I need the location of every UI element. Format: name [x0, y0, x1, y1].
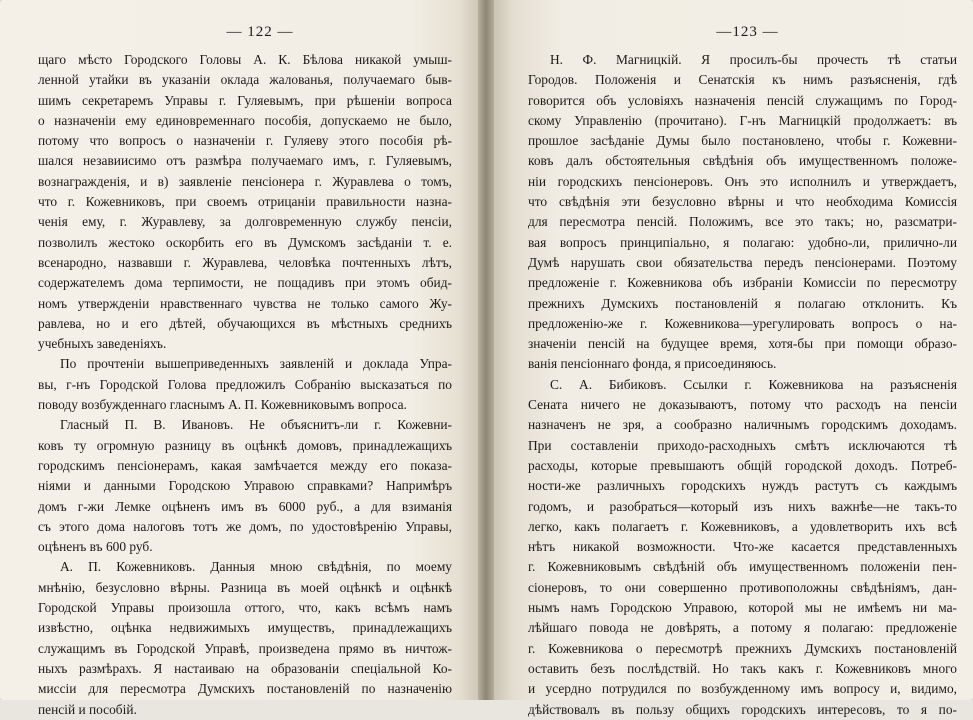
page-text [38, 50, 452, 720]
text-line: скому Управленію (прочитано). Г-нъ Магницкій продолжаетъ: въ [528, 112, 957, 128]
text-line: легко, какъ полагаетъ г. Кожевниковъ, а удовлетворить ихъ всѣ [528, 518, 957, 534]
text-line: шался незавиисимо отъ размѣра получаемаго имъ, г. Гуляевымъ, [38, 153, 452, 169]
text-line: номъ утвержденіи нравственнаго чувства не только самого Жу- [38, 295, 452, 311]
text-line: для пересмотра пенсій. Положимъ, все это такъ; но, разсматри- [528, 214, 957, 230]
text-line: оставить безъ послѣдствій. Но такъ какъ г. Кожевниковъ много [528, 660, 957, 676]
text-line: городскимъ пенсіонерамъ, какая замѣчается между его показа- [38, 457, 452, 473]
text-line: всенародно, назвавши г. Журавлева, человѣка почтенныхъ лѣтъ, [38, 254, 452, 270]
page-number: — 122 — [226, 24, 294, 40]
text-line: прежнихъ Думскихъ постановленій я полагаю отклонить. Къ [528, 295, 957, 311]
text-line: лѣйшаго повода не довѣрять, а потому я полагаю: предложеніе [528, 620, 957, 636]
text-line: годомъ, и разобраться—который изъ нихъ важнѣе—не такъ-то [528, 498, 957, 514]
text-line: назначенъ не зря, а сообразно наличнымъ городскимъ доходамъ. [528, 417, 957, 433]
text-line: г. Кожевникова о пересмотрѣ прежнихъ Думскихъ постановленій [528, 640, 957, 656]
text-line: ности-же различныхъ городскихъ нуждъ растутъ съ каждымъ [528, 478, 957, 494]
text-line: шимъ секретаремъ Управы г. Гуляевымъ, при рѣшеніи вопроса [38, 92, 452, 108]
text-line: предложеніе г. Кожевникова объ избраніи Комиссіи по пересмотру [528, 275, 957, 291]
text-line: значеніи пенсій на будущее время, хотя-бы при помощи образо- [528, 336, 957, 352]
text-line: ніи городскихъ пенсіонеровъ. Онъ это исполнилъ и утверждаетъ, [528, 173, 957, 189]
text-line: говорится объ условіяхъ назначенія пенсій служащимъ по Город- [528, 92, 957, 108]
text-line: учебныхъ заведеніяхъ. [38, 336, 167, 352]
text-line: ковъ ту огромную разницу въ оцѣнкѣ домовъ, принадлежащихъ [38, 437, 452, 453]
text-line: что свѣдѣнія эти безусловно вѣрны и что необходима Комиссія [528, 194, 957, 210]
text-line: нымъ намъ Городскою Управою, которой мы не имѣемъ ни ма- [528, 600, 957, 616]
text-line: вы, г-нъ Городской Голова предложилъ Собранію высказаться по [38, 376, 452, 392]
text-line: Городской Управы произошла оттого, что, какъ всѣмъ намъ [38, 600, 452, 616]
page-number: —123 — [716, 24, 779, 40]
text-line: извѣстно, оцѣнка недвижимыхъ имуществъ, принадлежащихъ [38, 620, 452, 636]
text-line: Н. Ф. Магницкій. Я просилъ-бы прочесть тѣ статьи [550, 52, 957, 67]
text-line: равлева, но и его дѣтей, обучающихся въ мѣстныхъ среднихъ [38, 315, 452, 331]
text-line: ванія пенсіоннаго фонда, я присоединяюсь. [528, 356, 777, 372]
left-page [0, 0, 478, 717]
text-line: дѣйствовалъ въ пользу общихъ городскихъ интересовъ, то я по- [528, 701, 957, 717]
text-line: ленной утайки въ указаніи оклада жалованья, получаемаго быв- [38, 72, 452, 88]
text-line: потому что вопросъ о назначеніи г. Гуляеву этого пособія рѣ- [38, 133, 452, 149]
text-line: ченія ему, г. Журавлеву, за долговременную службу пенсіи, [38, 214, 452, 230]
text-line: Сената ничего не доказываютъ, потому что расходъ на пенсіи [528, 397, 957, 413]
text-line: Думѣ нарушать свои обязательства передъ пенсіонерами. Поэтому [528, 254, 957, 270]
text-line: позволилъ жестоко оскорбить его въ Думскомъ засѣданіи т. е. [38, 234, 452, 250]
text-line: поводу возбужденнаго гласнымъ А. П. Кожевниковымъ вопроса. [38, 397, 407, 413]
text-line: А. П. Кожевниковъ. Данныя мною свѣдѣнія, по моему [60, 559, 452, 575]
text-line: г. Кожевниковымъ свѣдѣній объ имущественномъ положеніи пен- [528, 559, 957, 575]
text-line: о назначеніи ему единовременнаго пособія, допускаемо не было, [38, 112, 452, 128]
text-line: ніями и данными Городскою Управою справками? Напримѣръ [38, 478, 452, 494]
text-line: сіонеровъ, то они совершенно противоположны свѣдѣніямъ, дан- [528, 579, 957, 595]
text-line: При составленіи приходо-расходныхъ смѣтъ исключаются тѣ [528, 437, 957, 453]
text-line: С. А. Бибиковъ. Ссылки г. Кожевникова на разъясненія [550, 376, 957, 392]
text-line: расходы, которые превышаютъ общій городской доходъ. Потреб- [528, 457, 957, 473]
page-text [528, 50, 957, 720]
text-line: ныхъ размѣрахъ. Я настаиваю на образованіи спеціальной Ко- [38, 660, 452, 676]
right-page [494, 0, 973, 717]
text-line: предложенію-же г. Кожевникова—урегулировать вопросъ о на- [528, 315, 957, 331]
text-line: съ этого дома налоговъ тотъ же домъ, по удостовѣренію Управы, [38, 518, 452, 534]
text-line: вознагражденія, и в) заявленіе пенсіонера г. Журавлева о томъ, [38, 173, 452, 189]
text-line: щаго мѣсто Городского Головы А. К. Бѣлова никакой умыш- [38, 52, 452, 67]
text-line: содержателемъ дома терпимости, не пощадивъ при этомъ обид- [38, 275, 452, 291]
text-line: вая вопросъ принципіально, я полагаю: удобно-ли, прилично-ли [528, 234, 957, 250]
text-line: миссіи для пересмотра Думскихъ постановленій по назначенію [38, 681, 452, 697]
text-line: Гласный П. В. Ивановъ. Не объяснитъ-ли г. Кожевни- [60, 417, 452, 433]
text-line: По прочтеніи вышеприведенныхъ заявленій и доклада Упра- [60, 356, 452, 372]
text-line: прошлое засѣданіе Думы было постановлено, чтобы г. Кожевни- [528, 133, 957, 149]
text-line: нѣтъ никакой возможности. Что-же касается представленныхъ [528, 539, 957, 555]
text-line: и усердно потрудился по возбужденному имъ вопросу и, видимо, [528, 681, 957, 697]
text-line: домъ г-жи Лемке оцѣненъ имъ въ 6000 руб., а для взиманія [38, 498, 452, 514]
text-line: ковъ далъ обстоятельныя свѣдѣнія объ имущественномъ положе- [528, 153, 957, 169]
text-line: Городов. Положенія и Сенатскія къ нимъ разъясненія, гдѣ [528, 72, 957, 88]
text-line: пенсій и пособій. [38, 701, 137, 717]
text-line: мнѣнію, безусловно вѣрны. Разница въ моей оцѣнкѣ и оцѣнкѣ [38, 579, 452, 595]
text-line: что г. Кожевниковъ, при своемъ отрицаніи правильности назна- [38, 194, 452, 210]
text-line: оцѣненъ въ 600 руб. [38, 539, 153, 555]
text-line: служащимъ въ Городской Управѣ, произведена прямо въ ничтож- [38, 640, 452, 656]
book-gutter [478, 0, 494, 700]
